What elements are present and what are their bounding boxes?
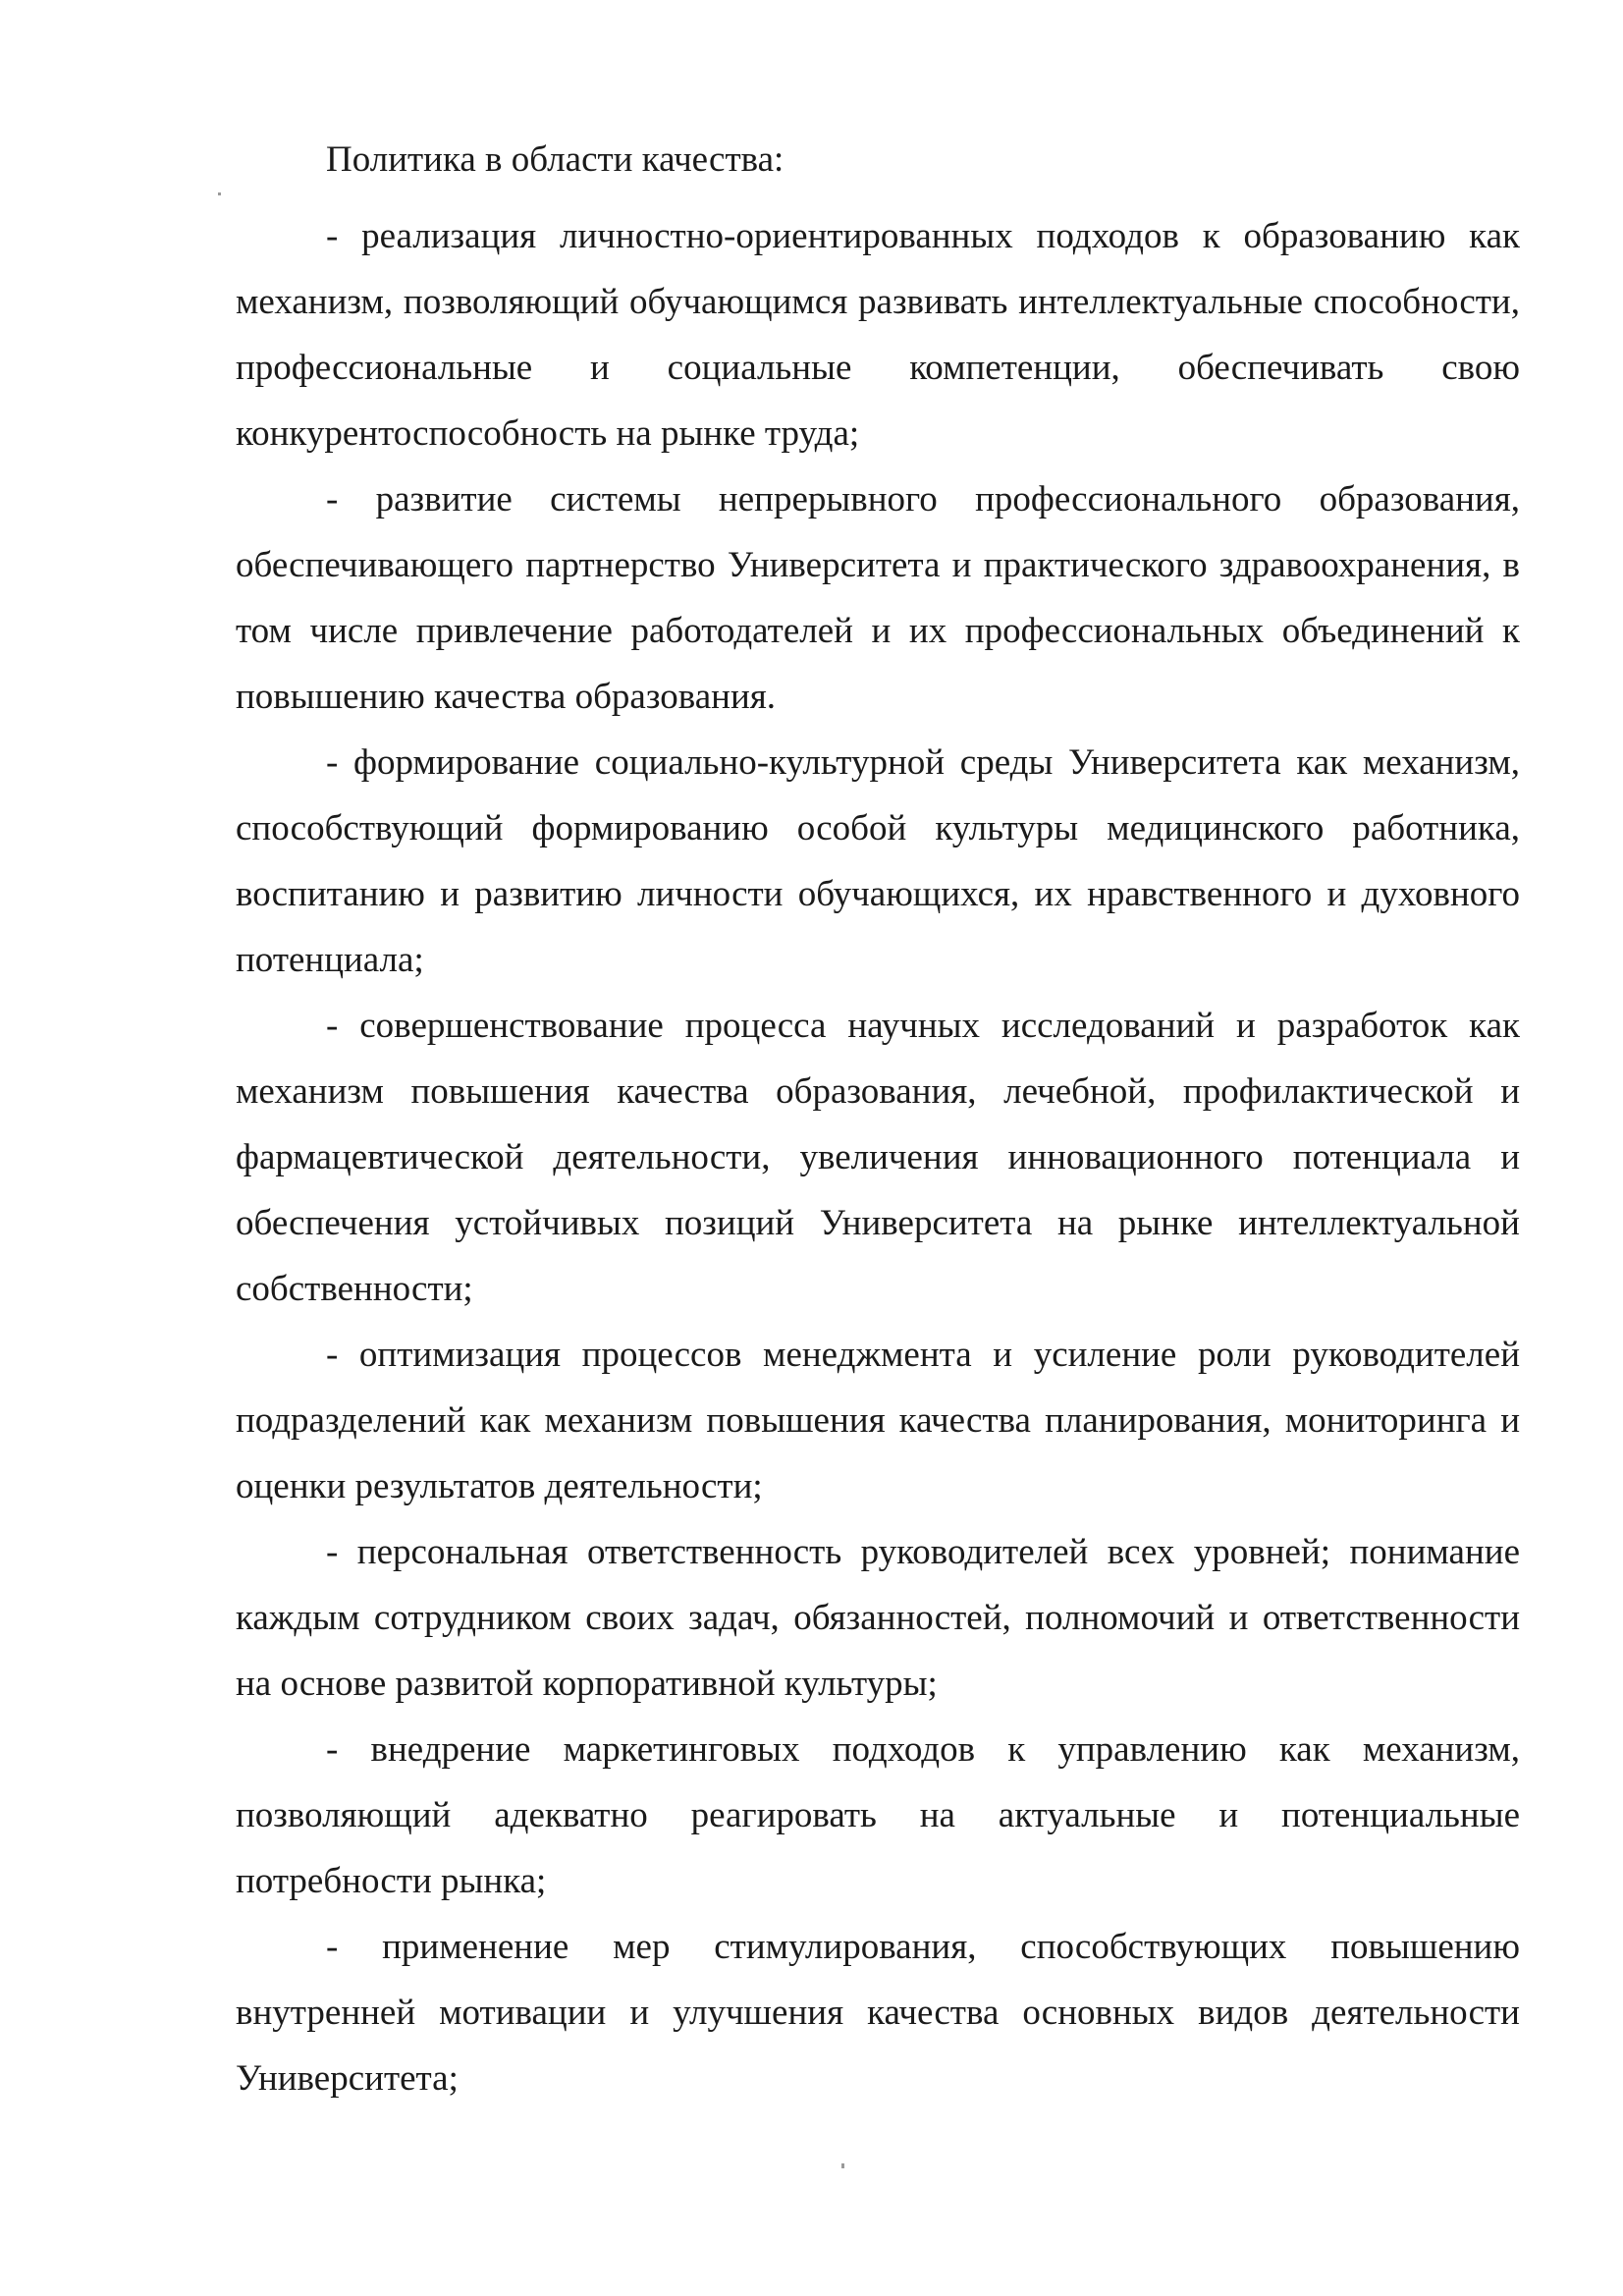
document-body bbox=[236, 137, 1520, 2111]
policy-item: - персональная ответственность руководителей всех уровней; понимание каждым сотрудником своих задач, обязанностей, полномочий и ответственности на основе развитой корпоративной культуры; bbox=[236, 1532, 1520, 1704]
policy-item: - реализация личностно-ориентированных подходов к образованию как механизм, позволяющий обучающимся развивать интеллектуальные способности, профессиональные и социальные компетенции, обеспечивать свою конкурентоспособность на рынке труда; bbox=[236, 216, 1520, 454]
policy-item: - формирование социально-культурной среды Университета как механизм, способствующий формированию особой культуры медицинского работника, воспитанию и развитию личности обучающихся, их нравственного и духовного потенциала; bbox=[236, 742, 1520, 980]
policy-item: - совершенствование процесса научных исследований и разработок как механизм повышения качества образования, лечебной, профилактической и фармацевтической деятельности, увеличения инновационного потенциала и обеспечения устойчивых позиций Университета на рынке интеллектуальной собственности; bbox=[236, 1006, 1520, 1309]
policy-item: - применение мер стимулирования, способствующих повышению внутренней мотивации и улучшения качества основных видов деятельности Университета; bbox=[236, 1927, 1520, 2099]
scan-speck bbox=[218, 192, 221, 195]
policy-item: - оптимизация процессов менеджмента и усиление роли руководителей подразделений как механизм повышения качества планирования, мониторинга и оценки результатов деятельности; bbox=[236, 1335, 1520, 1506]
section-heading: Политика в области качества: bbox=[326, 139, 784, 180]
policy-item: - развитие системы непрерывного профессионального образования, обеспечивающего партнерство Университета и практического здравоохранения, в том числе привлечение работодателей и их профессиональных объединений к повышению качества образования. bbox=[236, 479, 1520, 717]
scan-speck bbox=[841, 2163, 844, 2168]
policy-item: - внедрение маркетинговых подходов к управлению как механизм, позволяющий адекватно реагировать на актуальные и потенциальные потребности рынка; bbox=[236, 1729, 1520, 1901]
